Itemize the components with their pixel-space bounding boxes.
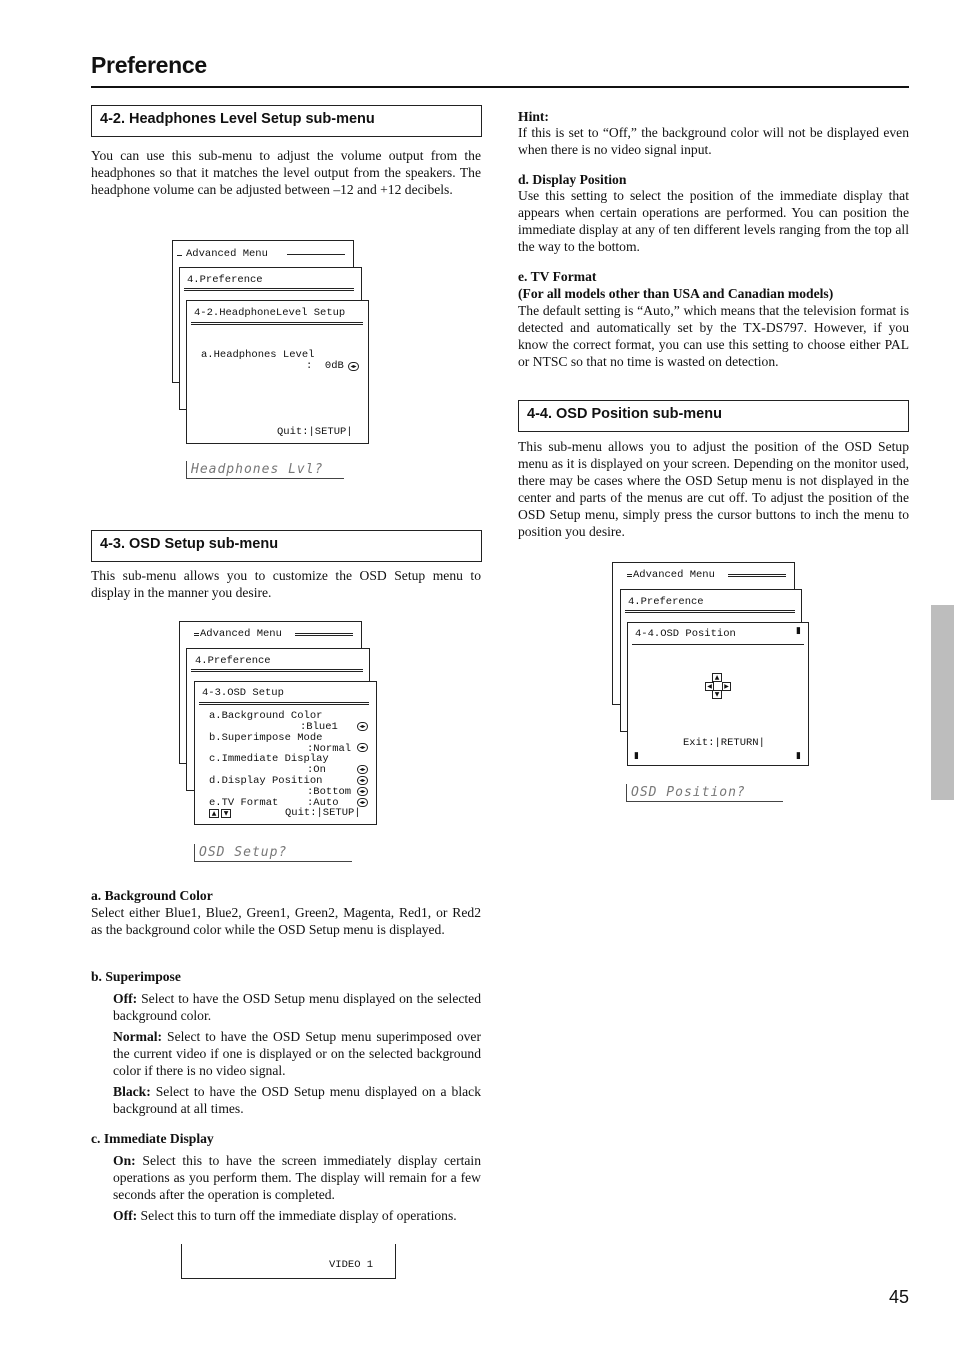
osd-item-value: :On	[307, 764, 326, 776]
headphones-description: You can use this sub-menu to adjust the volume output from the headphones so that it matches the level output from the speakers. The headphone volume can be adjusted between –12 and +12 decibels.	[91, 148, 481, 197]
osd-quit-hint: Quit:|SETUP|	[285, 807, 361, 819]
osd-menu-title: Advanced Menu	[633, 569, 715, 581]
left-right-knob-icon: ◂▸	[357, 765, 368, 774]
chapter-tab	[931, 605, 954, 800]
tv-format-description: The default setting is “Auto,” which means that the television format is detected and automatically set by the TX-DS797. However, if you know the correct format, you can use this setting to choose either PAL or NTSC so that no time is wasted on detection.	[518, 303, 909, 369]
down-arrow-icon: ▼	[712, 690, 722, 699]
corner-marker-icon: ▮	[796, 626, 801, 636]
hint-body: If this is set to “Off,” the background color will not be displayed even when there is no video signal input.	[518, 125, 909, 157]
osd-item-label: d.Display Position	[209, 775, 323, 787]
osd-menu-title: Advanced Menu	[186, 248, 268, 260]
osd-item-headphones-level: a.Headphones Level	[201, 349, 315, 361]
superimpose-heading: b. Superimpose	[91, 969, 181, 984]
left-right-knob-icon: ◂▸	[357, 776, 368, 785]
osd-window-osd-position	[627, 622, 809, 766]
osd-item-label: e.TV Format	[209, 797, 279, 809]
section-heading-osd-position: 4-4. OSD Position sub-menu	[518, 400, 909, 432]
osd-item-label: b.Superimpose Mode	[209, 732, 323, 744]
osd-item-label: a.Background Color	[209, 710, 323, 722]
up-arrow-icon: ▲	[712, 673, 722, 682]
left-right-knob-icon: ◂▸	[348, 362, 359, 371]
osd-menu-title: 4-4.OSD Position	[635, 628, 736, 640]
superimpose-black-option: Black: Select to have the OSD Setup menu displayed on a black background at all times.	[113, 1084, 481, 1116]
title-divider	[91, 86, 909, 88]
immediate-display-off-option: Off: Select this to turn off the immediate display of operations.	[113, 1208, 457, 1223]
up-arrow-icon: ▲	[209, 809, 219, 818]
osd-menu-title: Advanced Menu	[200, 628, 282, 640]
osd-menu-title: 4.Preference	[628, 596, 704, 608]
immediate-display-on-option: On: Select this to have the screen immediately display certain operations as you perform them. The display will remain for a few seconds after the operation is completed.	[113, 1153, 481, 1202]
osd-menu-title: 4.Preference	[195, 655, 271, 667]
osd-window-osd-setup	[194, 681, 377, 825]
osd-item-value: :Blue1	[300, 721, 338, 733]
corner-marker-icon: ▮	[796, 751, 801, 761]
osd-window-headphones	[186, 300, 369, 444]
immediate-display-text: VIDEO 1	[329, 1259, 374, 1271]
display-position-description: Use this setting to select the position of the immediate display that appears when certain operations are performed. You can position the immediate display at any of ten different levels ranging from the top all the way to the bottom.	[518, 188, 909, 254]
superimpose-off-option: Off: Select to have the OSD Setup menu displayed on the selected background color.	[113, 991, 481, 1023]
corner-marker-icon: ▮	[634, 751, 639, 761]
osd-menu-title: 4-3.OSD Setup	[202, 687, 284, 699]
immediate-display-screen	[181, 1244, 396, 1279]
front-display-readout: OSD Setup?	[194, 844, 352, 862]
left-right-knob-icon: ◂▸	[357, 722, 368, 731]
tv-format-subheading: (For all models other than USA and Canadian models)	[518, 286, 834, 301]
page-title: Preference	[91, 52, 207, 78]
hint-heading: Hint:	[518, 109, 549, 124]
front-display-readout: Headphones Lvl?	[186, 461, 344, 479]
osd-menu-title: 4.Preference	[187, 274, 263, 286]
section-heading-osd-setup: 4-3. OSD Setup sub-menu	[91, 530, 482, 562]
right-arrow-icon: ▶	[722, 682, 731, 691]
section-heading-headphones: 4-2. Headphones Level Setup sub-menu	[91, 105, 482, 137]
background-color-heading: a. Background Color	[91, 888, 213, 903]
display-position-heading: d. Display Position	[518, 172, 627, 187]
osd-quit-hint: Quit:|SETUP|	[277, 426, 353, 438]
left-right-knob-icon: ◂▸	[357, 743, 368, 752]
osd-exit-hint: Exit:|RETURN|	[683, 737, 765, 749]
background-color-description: Select either Blue1, Blue2, Green1, Green2, Magenta, Red1, or Red2 as the background color while the OSD Setup menu is displayed.	[91, 905, 481, 937]
superimpose-normal-option: Normal: Select to have the OSD Setup menu superimposed over the current video if one is displayed or on the selected background color if there is no video signal.	[113, 1029, 481, 1078]
page-number: 45	[888, 1287, 909, 1307]
tv-format-heading: e. TV Format	[518, 269, 597, 284]
osd-item-value: :Bottom	[307, 786, 352, 798]
osd-item-label: c.Immediate Display	[209, 753, 329, 765]
osd-menu-title: 4-2.HeadphoneLevel Setup	[194, 307, 346, 319]
osd-position-description: This sub-menu allows you to adjust the position of the OSD Setup menu as it is displayed on your screen. Depending on the monitor used, there may be cases where the OSD Setup menu is not displayed in the center and parts of the menus are cut off. To adjust the position of the OSD Setup menu, simply press the cursor buttons to inch the menu to position you desire.	[518, 439, 909, 539]
left-right-knob-icon: ◂▸	[357, 798, 368, 807]
left-arrow-icon: ◀	[705, 682, 714, 691]
osd-item-value: :Auto	[307, 797, 339, 809]
front-display-readout: OSD Position?	[626, 784, 783, 802]
osd-item-value: : 0dB	[306, 360, 344, 372]
osd-item-value: :Normal	[307, 743, 352, 755]
osd-setup-description: This sub-menu allows you to customize the OSD Setup menu to display in the manner you desire.	[91, 568, 481, 600]
left-right-knob-icon: ◂▸	[357, 787, 368, 796]
down-arrow-icon: ▼	[221, 809, 231, 818]
immediate-display-heading: c. Immediate Display	[91, 1131, 214, 1146]
